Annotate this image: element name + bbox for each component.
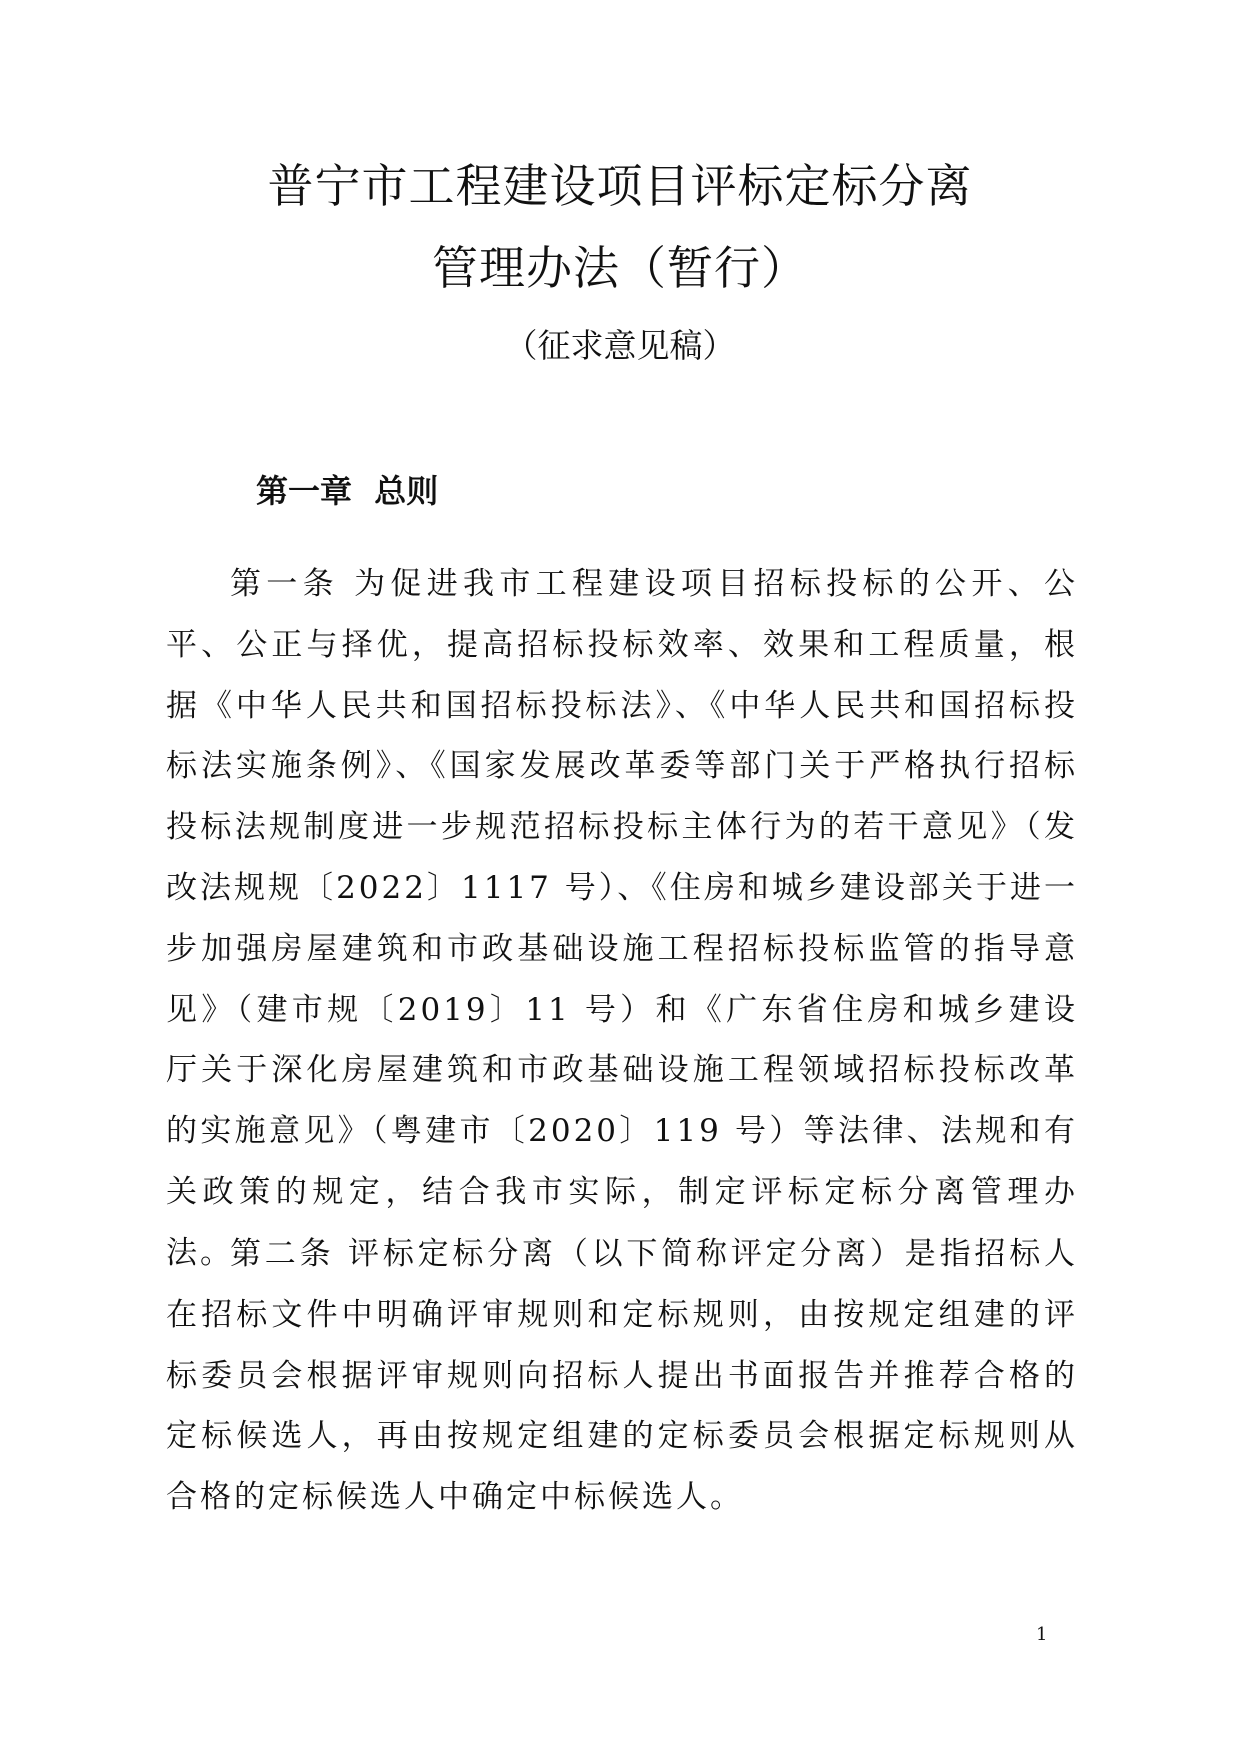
article-1-paragraph: 第一条 为促进我市工程建设项目招标投标的公开、公平、公正与择优，提高招标投标效率、效果和工程质量，根据《中华人民共和国招标投标法》、《中华人民共和国招标投标法实施条例》、《国家发展改革委等部门关于严格执行招标投标法规制度进一步规范招标投标主体行为的若干意见》（发改法规规〔2022〕1117 号）、《住房和城乡建设部关于进一步加强房屋建筑和市政基础设施工程招标投标监管的指导意见》（建市规〔2019〕11 号）和《广东省住房和城乡建设厅关于深化房屋建筑和市政基础设施工程领域招标投标改革的实施意见》（粤建市〔2020〕119 号）等法律、法规和有关政策的规定，结合我市实际，制定评标定标分离管理办法。 bbox=[166, 566, 1078, 1271]
document-subtitle: （征求意见稿） bbox=[504, 326, 736, 365]
document-title-line-1: 普宁市工程建设项目评标定标分离 bbox=[267, 159, 973, 213]
chapter-heading: 第一章 总则 bbox=[256, 472, 439, 510]
page-number: 1 bbox=[1036, 1624, 1048, 1645]
document-title-line-2: 管理办法（暂行） bbox=[432, 241, 808, 295]
article-2-paragraph: 第二条 评标定标分离（以下简称评定分离）是指招标人在招标文件中明确评审规则和定标规则，由按规定组建的评标委员会根据评审规则向招标人提出书面报告并推荐合格的定标候选人，再由按规定组建的定标委员会根据定标规则从合格的定标候选人中确定中标候选人。 bbox=[166, 1236, 1078, 1516]
